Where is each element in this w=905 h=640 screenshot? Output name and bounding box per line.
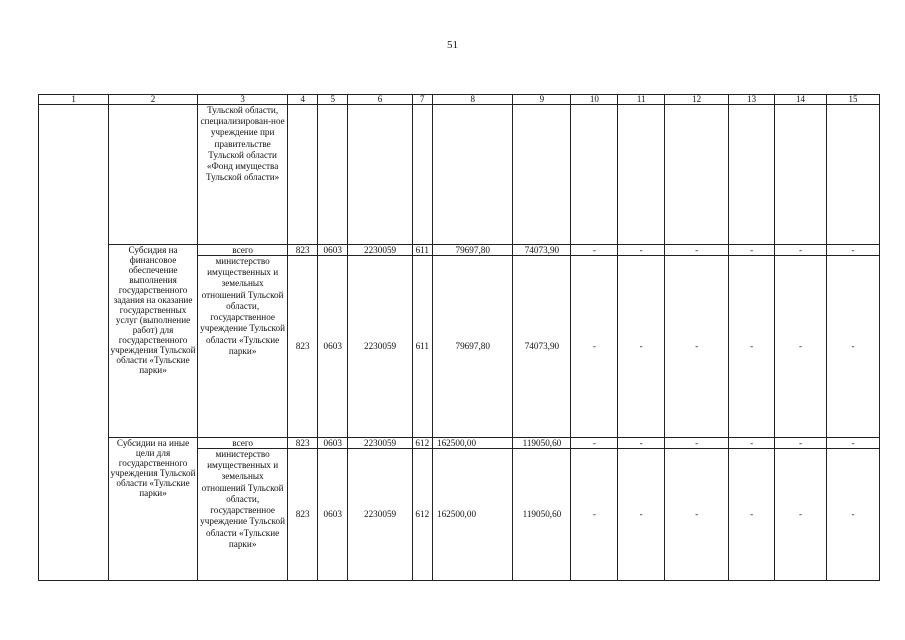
header-col-15: 15 xyxy=(826,95,879,105)
rzpr-cell: 0603 xyxy=(317,245,348,256)
csr-cell: 2230059 xyxy=(348,438,412,449)
header-col-12: 12 xyxy=(665,95,729,105)
budget-table xyxy=(38,94,880,581)
col-15-cell: - xyxy=(826,438,879,449)
vr-cell: 612 xyxy=(412,438,432,449)
header-col-7: 7 xyxy=(412,95,432,105)
vr-cell: 611 xyxy=(412,256,432,438)
col-15-cell: - xyxy=(826,245,879,256)
col-13-cell: - xyxy=(729,256,775,438)
table-row xyxy=(39,438,880,449)
col-14-cell: - xyxy=(775,256,827,438)
col-11-cell: - xyxy=(618,438,665,449)
description-cell: Субсидия на финансовое обеспечение выполнения государственного задания на оказание государственных услуг (выполнение работ) для государственного учреждения Тульской области «Тульские парки» xyxy=(109,245,198,438)
grbs-cell: 823 xyxy=(288,449,318,581)
col-15-cell: - xyxy=(826,256,879,438)
csr-cell: 2230059 xyxy=(348,256,412,438)
col-1-cell xyxy=(39,105,109,581)
grbs-cell: 823 xyxy=(288,438,318,449)
description-cell xyxy=(109,105,198,245)
col-12-cell: - xyxy=(665,245,729,256)
grbs-cell: 823 xyxy=(288,256,318,438)
header-col-14: 14 xyxy=(775,95,827,105)
empty-cell xyxy=(775,105,827,245)
col-13-cell: - xyxy=(729,245,775,256)
rzpr-cell: 0603 xyxy=(317,449,348,581)
grbs-cell: 823 xyxy=(288,245,318,256)
col-12-cell: - xyxy=(665,438,729,449)
rzpr-cell: 0603 xyxy=(317,256,348,438)
empty-cell xyxy=(729,105,775,245)
col-11-cell: - xyxy=(618,245,665,256)
empty-cell xyxy=(571,105,618,245)
col-10-cell: - xyxy=(571,449,618,581)
header-col-8: 8 xyxy=(432,95,512,105)
empty-cell xyxy=(317,105,348,245)
header-col-10: 10 xyxy=(571,95,618,105)
executor-cell: всего xyxy=(197,245,288,256)
col-13-cell: - xyxy=(729,449,775,581)
header-col-1: 1 xyxy=(39,95,109,105)
col-13-cell: - xyxy=(729,438,775,449)
empty-cell xyxy=(348,105,412,245)
header-col-3: 3 xyxy=(197,95,288,105)
header-col-2: 2 xyxy=(109,95,198,105)
col-10-cell: - xyxy=(571,256,618,438)
description-cell: Субсидии на иные цели для государственного учреждения Тульской области «Тульские парки» xyxy=(109,438,198,581)
executor-cell: министерство имущественных и земельных отношений Тульской области, государственное учреждение Тульской области «Тульские парки» xyxy=(197,256,288,438)
empty-cell xyxy=(513,105,571,245)
rzpr-cell: 0603 xyxy=(317,438,348,449)
header-col-6: 6 xyxy=(348,95,412,105)
header-row xyxy=(39,95,880,105)
header-col-5: 5 xyxy=(317,95,348,105)
header-col-11: 11 xyxy=(618,95,665,105)
col-14-cell: - xyxy=(775,245,827,256)
empty-cell xyxy=(826,105,879,245)
col-12-cell: - xyxy=(665,256,729,438)
empty-cell xyxy=(432,105,512,245)
empty-cell xyxy=(288,105,318,245)
executor-cell: всего xyxy=(197,438,288,449)
executor-cell: Тульской области, специализирован-ное учреждение при правительстве Тульской области «Фонд имущества Тульской области» xyxy=(197,105,288,245)
col-10-cell: - xyxy=(571,245,618,256)
vr-cell: 611 xyxy=(412,245,432,256)
header-col-9: 9 xyxy=(513,95,571,105)
col-15-cell: - xyxy=(826,449,879,581)
empty-cell xyxy=(618,105,665,245)
amount-9-cell: 74073,90 xyxy=(513,245,571,256)
table-row xyxy=(39,245,880,256)
amount-8-cell: 79697,80 xyxy=(432,256,512,438)
empty-cell xyxy=(665,105,729,245)
page-number: 51 xyxy=(447,39,458,51)
col-11-cell: - xyxy=(618,256,665,438)
amount-9-cell: 74073,90 xyxy=(513,256,571,438)
executor-cell: министерство имущественных и земельных отношений Тульской области, государственное учреждение Тульской области «Тульские парки» xyxy=(197,449,288,581)
col-14-cell: - xyxy=(775,438,827,449)
amount-8-cell: 79697,80 xyxy=(432,245,512,256)
vr-cell: 612 xyxy=(412,449,432,581)
col-10-cell: - xyxy=(571,438,618,449)
csr-cell: 2230059 xyxy=(348,449,412,581)
col-11-cell: - xyxy=(618,449,665,581)
header-col-13: 13 xyxy=(729,95,775,105)
csr-cell: 2230059 xyxy=(348,245,412,256)
header-col-4: 4 xyxy=(288,95,318,105)
amount-8-cell: 162500,00 xyxy=(432,449,512,581)
col-14-cell: - xyxy=(775,449,827,581)
table-row xyxy=(39,105,880,245)
amount-8-cell: 162500,00 xyxy=(432,438,512,449)
amount-9-cell: 119050,60 xyxy=(513,449,571,581)
amount-9-cell: 119050,60 xyxy=(513,438,571,449)
col-12-cell: - xyxy=(665,449,729,581)
empty-cell xyxy=(412,105,432,245)
